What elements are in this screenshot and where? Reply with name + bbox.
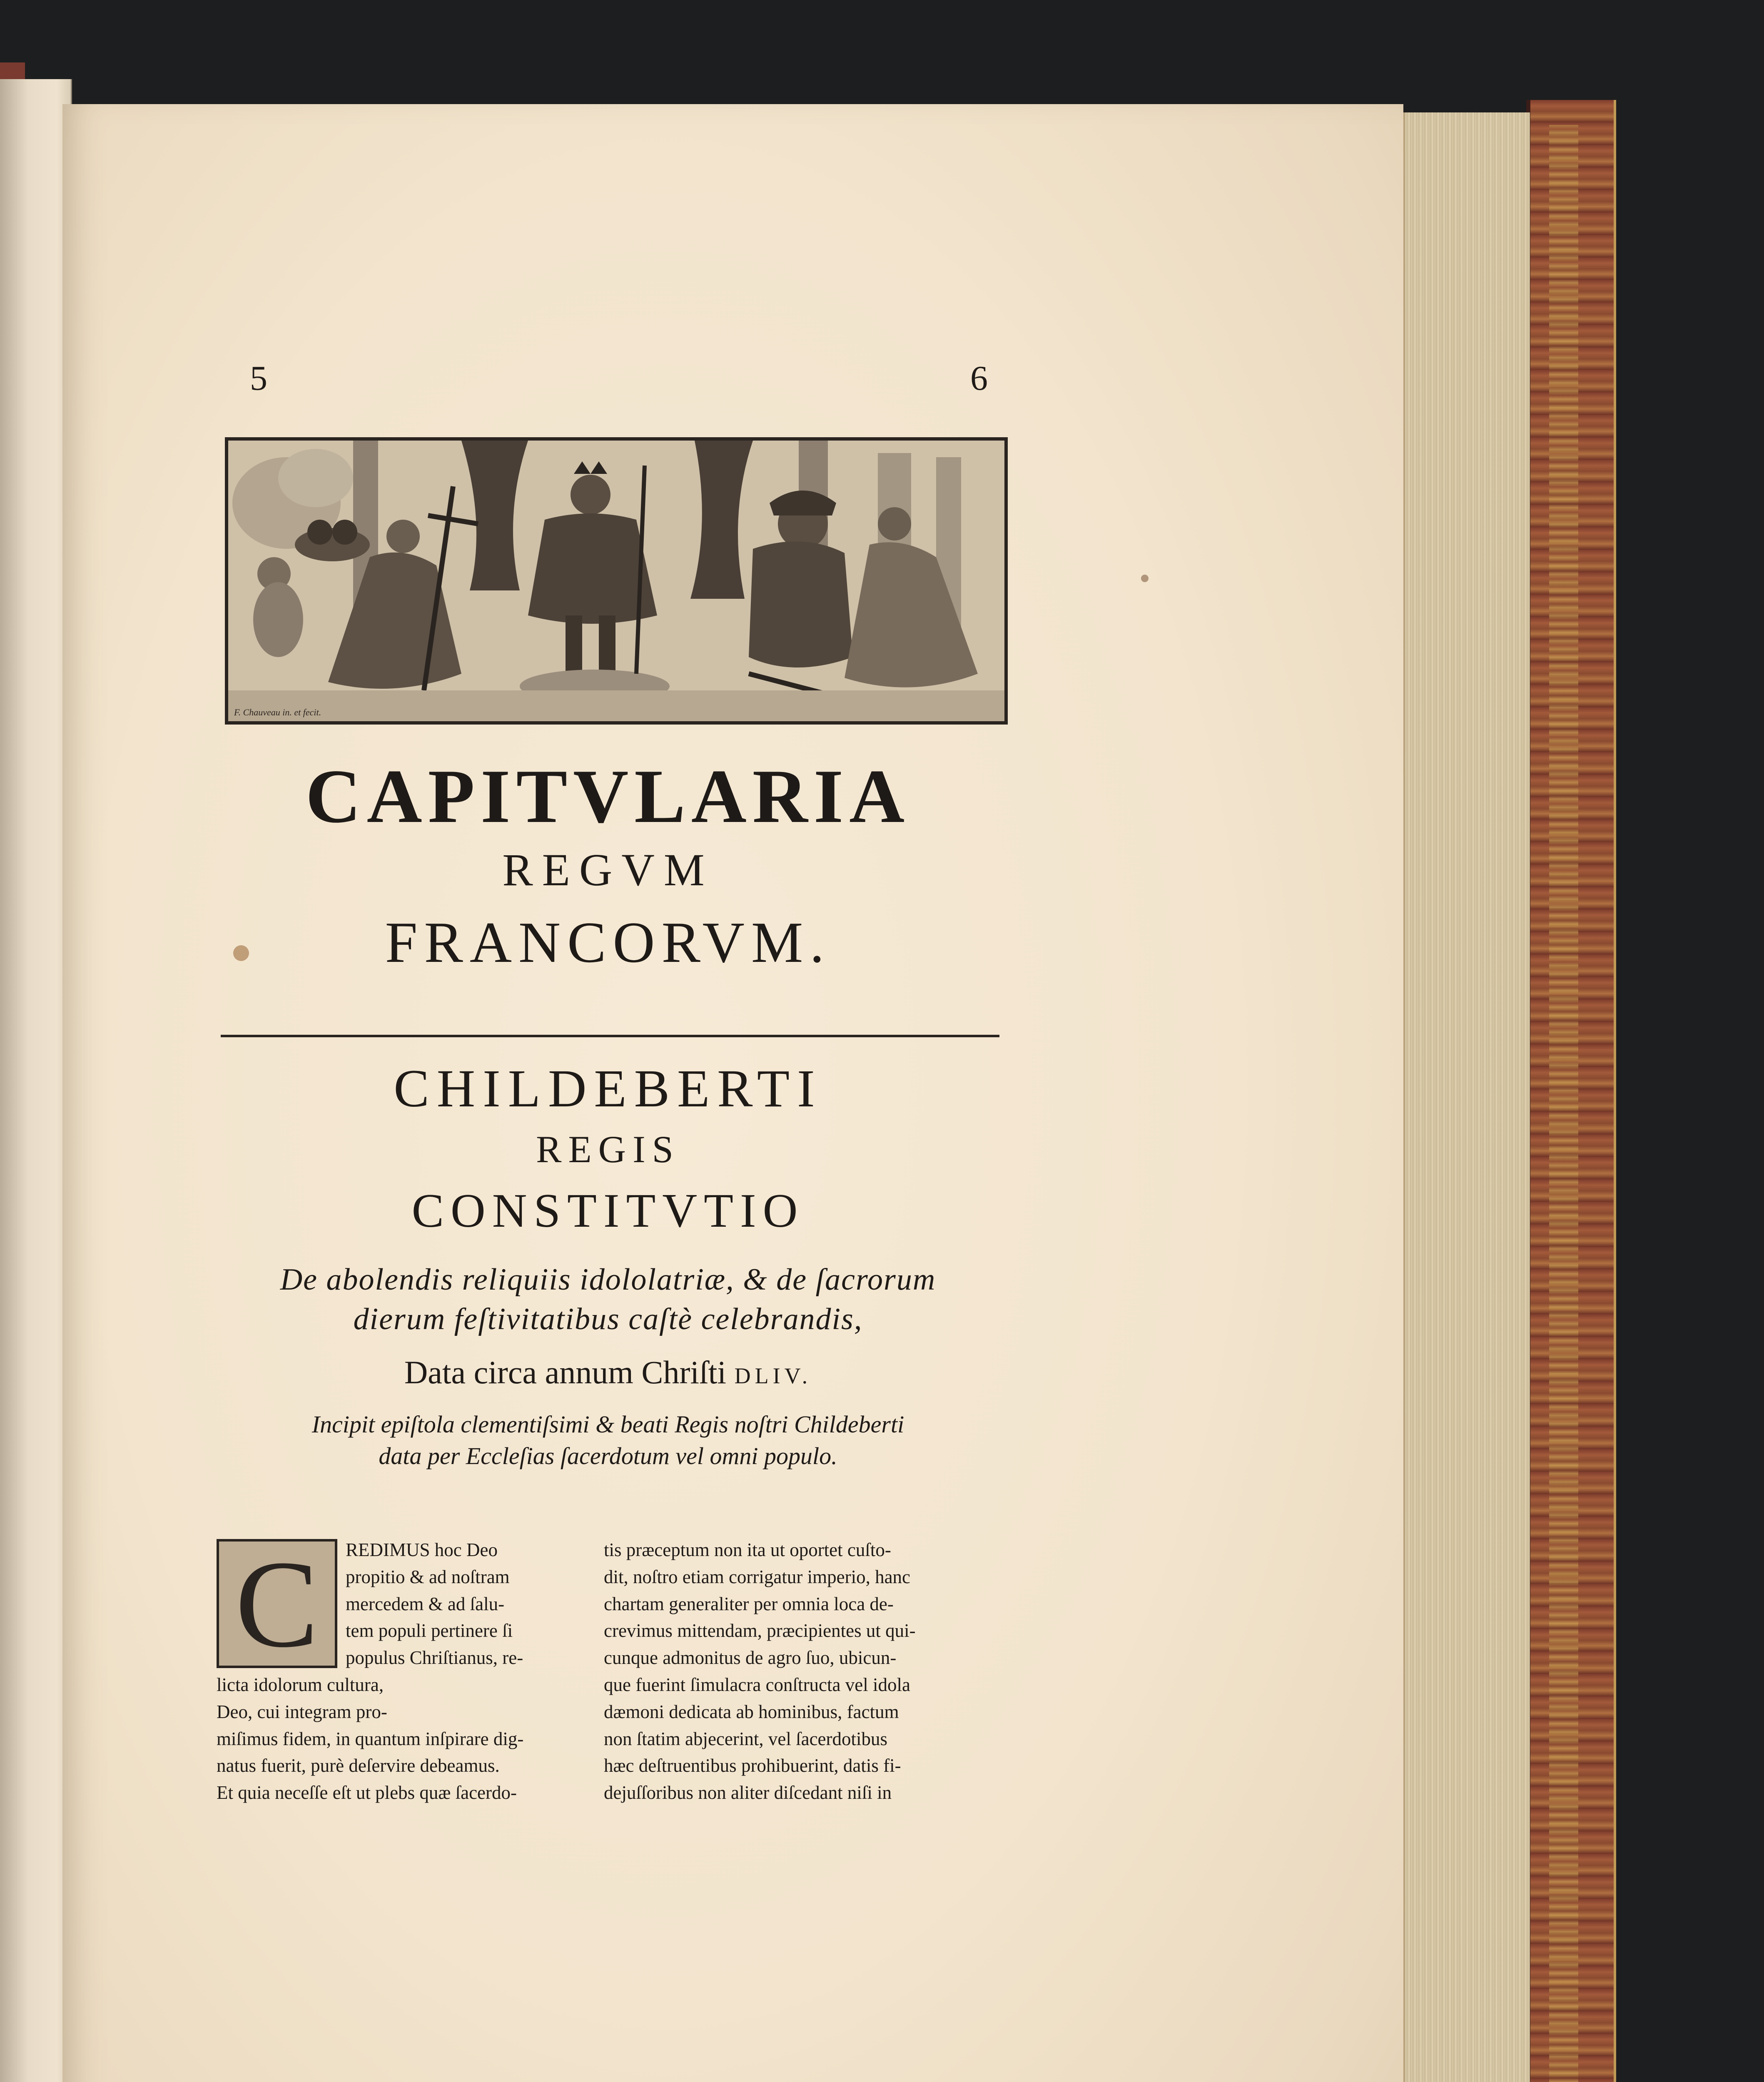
gilt-decoration — [1549, 125, 1578, 2082]
subtitle-line-2: dierum feſtivitatibus caſtè celebrandis, — [353, 1302, 863, 1336]
text-line: dejuſſoribus non aliter diſcedant niſi in — [604, 1782, 892, 1803]
text-line: Deo, cui integram pro- — [217, 1701, 387, 1722]
section-heading — [217, 1059, 999, 1472]
page-number-right: 6 — [970, 359, 988, 398]
text-line: chartam generaliter per omnia loca de- — [604, 1593, 894, 1614]
text-line: miſimus fidem, in quantum inſpirare dig- — [217, 1728, 524, 1749]
text-line: dæmoni dedicata ab hominibus, factum — [604, 1701, 899, 1722]
section-line-1: CHILDEBERTI — [394, 1059, 822, 1118]
section-subtitle — [217, 1260, 999, 1339]
text-line: populus Chriſtianus, re- — [346, 1647, 523, 1669]
text-line: REDIMUS hoc Deo — [346, 1539, 498, 1560]
text-line: tis præceptum non ita ut oportet cuſto- — [604, 1539, 891, 1560]
headpiece-engraving — [225, 437, 1008, 725]
date-line — [217, 1356, 999, 1389]
text-line: que fuerint ſimulacra conſtructa vel idola — [604, 1674, 910, 1695]
incipit — [217, 1409, 999, 1472]
initial-letter: C — [235, 1535, 319, 1673]
title-line-1: CAPITVLARIA — [305, 754, 911, 839]
text-column-left — [217, 1537, 583, 1806]
text-line: licta idolorum cultura, — [217, 1674, 384, 1695]
text-line: dit, noſtro etiam corrigatur imperio, hanc — [604, 1566, 911, 1587]
title-divider — [221, 1035, 999, 1037]
text-line: hæc deſtruentibus prohibuerint, datis fi- — [604, 1755, 901, 1776]
date-year: DLIV. — [734, 1363, 812, 1389]
incipit-line-1: Incipit epiſtola clementiſsimi & beati Regis noſtri Childeberti — [311, 1411, 904, 1438]
text-line: natus fuerit, purè deſervire debeamus. — [217, 1755, 500, 1776]
left-page-edge — [0, 79, 72, 2082]
decorated-initial — [217, 1535, 337, 1673]
page-block-edge — [1403, 112, 1530, 2082]
title-line-3: FRANCORVM. — [385, 910, 831, 975]
main-title — [217, 754, 999, 975]
engraving-illustration — [228, 441, 1004, 721]
subtitle-line-1: De abolendis reliquiis idololatriæ, & de ſacrorum — [280, 1263, 936, 1297]
section-line-2: REGIS — [536, 1128, 680, 1171]
text-line: mercedem & ad ſalu- — [346, 1593, 505, 1614]
text-column-right — [604, 1537, 987, 1806]
text-line: tem populi pertinere ſi — [346, 1620, 513, 1641]
right-column-lines — [604, 1537, 987, 1806]
title-line-2: REGVM — [502, 844, 714, 895]
section-line-3: CONSTITVTIO — [411, 1184, 805, 1238]
page-number-left: 5 — [250, 359, 267, 398]
text-line: cunque admonitus de agro ſuo, ubicun- — [604, 1647, 897, 1669]
foxing-spot — [1141, 575, 1149, 582]
date-text: Data circa annum Chriſti — [404, 1354, 727, 1391]
text-line: non ſtatim abjecerint, vel ſacerdotibus — [604, 1728, 888, 1749]
text-line: crevimus mittendam, præcipientes ut qui- — [604, 1620, 916, 1641]
engraver-signature: F. Chauveau in. et fecit. — [234, 707, 321, 717]
incipit-line-2: data per Eccleſias ſacerdotum vel omni populo. — [379, 1442, 837, 1469]
text-line: propitio & ad noſtram — [346, 1566, 510, 1587]
text-line: Et quia neceſſe eſt ut plebs quæ ſacerdo- — [217, 1782, 517, 1803]
